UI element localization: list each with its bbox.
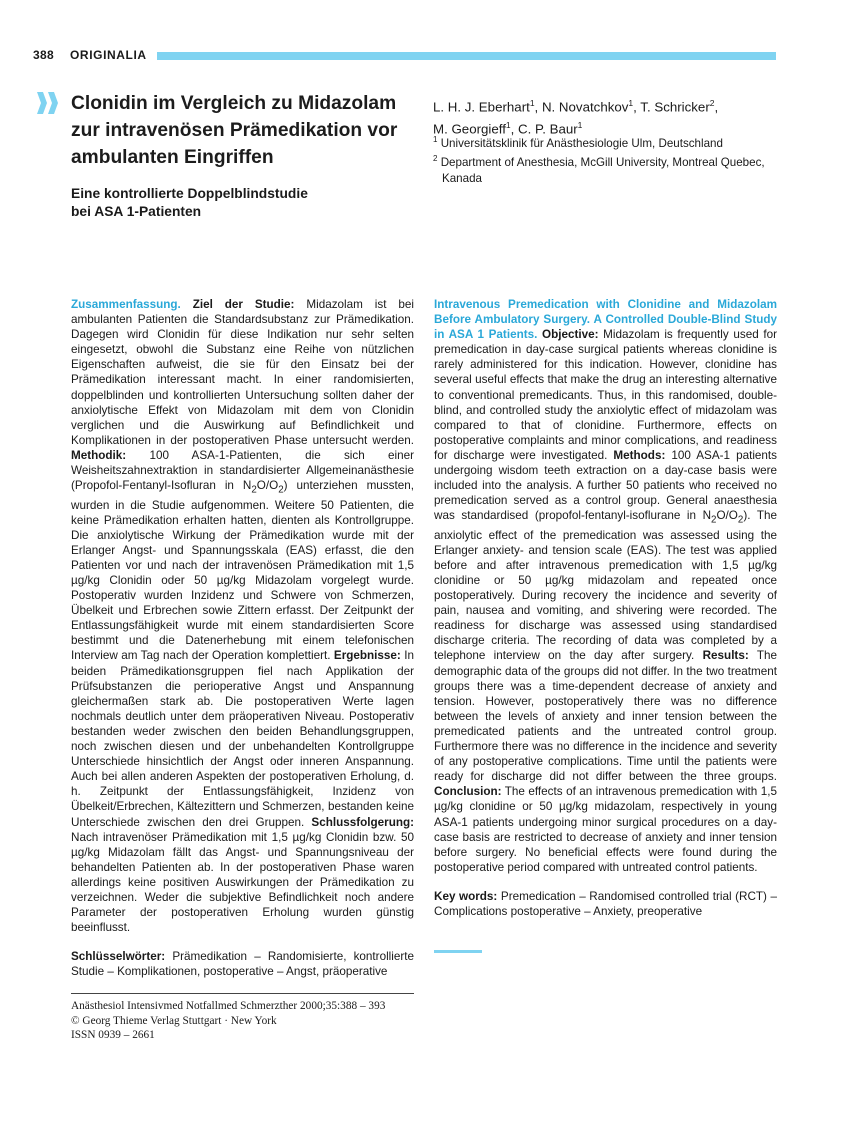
author-name: N. Novatchkov [541, 99, 629, 115]
methods-label: Methodik: [71, 448, 127, 462]
author-name: T. Schricker [640, 99, 710, 115]
methods-label: Methods: [613, 448, 666, 462]
affiliation-text: Department of Anesthesia, McGill University, Montreal Quebec, [440, 156, 765, 170]
author-line: L. H. J. Eberhart$^1$, N. Novatchkov$^1$, T. Schricker$^2$, [433, 98, 719, 115]
author-affil-ref: 1 [529, 98, 535, 108]
keywords-english [434, 889, 777, 919]
keywords-german [71, 949, 414, 979]
subscript: 2 [251, 484, 257, 496]
title-line: Clonidin im Vergleich zu Midazolam [71, 93, 397, 114]
page-number: 388 [33, 48, 54, 62]
objective-text: Midazolam is frequently used for premedication in day-case surgical patients whereas clonidine is rarely administered for this indication. However, clonidine has several useful effects that make the drug an interesting alternative to conventional premedicants. Thus, in this randomised, double-blind, and controlled study the anxiolytic effect of midazolam was compared to that of clonidine. Furthermore, effects on postoperative complaints and minor complications, and readiness for discharge were investigated. [434, 328, 778, 462]
author-line: M. Georgieff$^1$, C. P. Baur$^1$ [433, 120, 583, 137]
methods-text [434, 449, 777, 663]
affiliation-number: 1 [433, 135, 438, 144]
methods-text-part: 100 ASA-1-Patienten, die sich einer Weisheitszahnextraktion in standardisierter Allgemeinanästhesie (Propofol-Fentanyl-Isofluran in N [71, 448, 414, 493]
running-header [33, 46, 778, 66]
affiliation-text: Kanada [442, 171, 482, 185]
conclusion-label: Conclusion: [434, 785, 502, 799]
citation-line: Anästhesiol Intensivmed Notfallmed Schmerzther 2000;35:388 – 393 [71, 1000, 386, 1012]
keywords-text: Premedication – Randomised controlled trial (RCT) – Complications postoperative – Anxiety, preoperative [434, 889, 777, 918]
subtitle-line: Eine kontrollierte Doppelblindstudie [71, 186, 308, 201]
methods-text-part: ). The anxiolytic effect of the premedication was assessed using the Erlanger anxiety- and tension scale (EAS). The test was applied before and after intravenous premedication with 1,5 µg/kg clonidine or 50 µg/kg midazolam and repeated once postoperatively. During recovery the incidence and severity of pain, nausea and vomiting, and shivering were recorded. The readiness for discharge was assessed using standardised discharge criteria. The recording of data was completed by a telephone interview on the day after surgery. [434, 509, 777, 663]
author-affil-ref: 2 [709, 98, 715, 108]
methods-text [71, 449, 414, 663]
conclusion-text: Nach intravenöser Prämedikation mit 1,5 µg/kg Clonidin bzw. 50 µg/kg Midazolam fällt das Angst- und Spannungsniveau der behandelten Patienten ab. In der postoperativen Phase waren allerdings keine positiven Auswirkungen der Prämedikation zu verzeichnen. Weder die subjektive Befindlichkeit noch andere Parameter der postoperativen Erholung wurden günstig beeinflusst. [71, 830, 414, 935]
aim-label: Ziel der Studie: [192, 298, 295, 311]
copyright-line: © Georg Thieme Verlag Stuttgart · New York [71, 1014, 277, 1027]
author-name: M. Georgieff [433, 121, 506, 137]
accent-rule [434, 950, 482, 953]
author-affil-ref: 1 [577, 120, 583, 131]
title-line: zur intravenösen Prämedikation vor [71, 120, 398, 141]
abstract-english-body [434, 297, 777, 875]
footer-divider [71, 993, 414, 994]
author-affil-ref: 1 [505, 120, 511, 131]
issn-line: ISSN 0939 – 2661 [71, 1029, 155, 1041]
objective-label: Objective: [542, 328, 599, 342]
author-name: C. P. Baur [518, 121, 578, 137]
title-line: ambulanten Eingriffen [71, 147, 274, 168]
subscript: 2 [737, 514, 744, 526]
methods-text-part: 100 ASA-1 patients undergoing wisdom teeth extraction on a day-case basis were included into the analysis. A further 50 patients who received no premedication served as a control group. General anaesthesia was standardised (propofol-fentanyl-isoflurane in N [434, 448, 778, 523]
conclusion-label: Schlussfolgerung: [311, 815, 415, 829]
results-label: Ergebnisse: [333, 649, 401, 663]
article-title [71, 90, 431, 171]
conclusion-text: The effects of an intravenous premedication with 1,5 µg/kg clonidine or 50 µg/kg midazolam, respectively in young ASA-1 patients undergoing minor surgical procedures on a day-case basis are restricted to decrease of anxiety and inner tension before surgery. No beneficial effects were found during the postoperative period compared with untreated control patients. [434, 785, 778, 874]
affiliations [433, 132, 783, 186]
subscript: 2 [278, 484, 284, 496]
abstract-heading: Zusammenfassung. [71, 298, 181, 311]
results-label: Results: [702, 649, 749, 663]
subtitle-line: bei ASA 1-Patienten [71, 203, 202, 219]
citation-footer [71, 999, 431, 1043]
affiliation-number: 2 [433, 154, 438, 164]
section-label: ORIGINALIA [70, 48, 147, 62]
abstract-german [71, 297, 414, 979]
affiliation-row [433, 132, 783, 151]
results-text: The demographic data of the groups did not differ. In the two treatment groups there was a time-dependent decrease of anxiety and tension. However, postoperatively there was no difference between the levels of anxiety and inner tension between the premedicated patients and the untreated control group. Furthermore there was no difference in the incidence and severity of any postoperative complications. Time until the patients were ready for discharge did not differ between the three groups. [434, 649, 777, 784]
results-text: In beiden Prämedikationsgruppen fiel nach Applikation der Prüfsubstanzen die perioperative Angst und Anspannung gleichermaßen stark ab. Die postoperativen Werte lagen nochmals deutlich unter dem präoperativen Niveau. Postoperativ bestanden weder zwischen den beiden Behandlungsgruppen, noch zwischen diesen und der unbehandelten Kontrollgruppe Unterschiede hinsichtlich der Angst oder inneren Anspannung. Auch bei allen anderen Aspekten der postoperativen Erholung, d. h. Zeitpunkt der Entlassungsfähigkeit, Inzidenz von Übelkeit/Erbrechen, Kältezittern und Schmerzen, bestanden keine Unterschiede zwischen den drei Gruppen. [71, 649, 414, 829]
double-chevron-right-icon [36, 92, 60, 114]
abstract-english [434, 297, 777, 919]
author-name: L. H. J. Eberhart [433, 99, 530, 115]
methods-text-part: O/O [256, 479, 279, 493]
header-accent-bar [157, 52, 776, 60]
keywords-text: Prämedikation – Randomisierte, kontrollierte Studie – Komplikationen, postoperative – Angst, präoperative [71, 950, 414, 979]
aim-text: Midazolam ist bei ambulanten Patienten die Standardsubstanz zur Prämedikation. Dagegen wird Clonidin für diese Indikation nur sehr selten eingesetzt, obwohl die Substanz eine Reihe von nützlichen Eigenschaften aufweist, die sie für den Einsatz bei der Prämedikation interessant macht. In einer randomisierten, doppelblinden und kontrollierten Untersuchung sollten daher der anxiolytische Effekt von Midazolam mit dem von Clonidin verglichen und die Auswirkung auf Befindlichkeit und Komplikationen in der postoperativen Phase untersucht werden. [71, 298, 415, 447]
keywords-label: Schlüsselwörter: [71, 950, 166, 964]
keywords-label: Key words: [434, 889, 498, 903]
methods-text-part: ) unterziehen mussten, wurden in die Studie aufgenommen. Weitere 50 Patienten, die keine Prämedikation erhalten hatten, dienten als Kontrollgruppe. Die anxiolytische Wirkung der Prämedikation wurde mit der Erlanger Angst- und Spannungsskala (EAS) erfasst, die den Patienten vor und nach der intravenösen Prämedikation mit 1,5 µg/kg Clonidin oder 50 µg/kg Midazolam vorgelegt wurde. Postoperativ wurden Inzidenz und Schwere von Schmerzen, Übelkeit und Erbrechen sowie Zittern erfasst. Der Zeitpunkt der Entlassungsfähigkeit wurde mit einem standardisierten Score bestimmt und die Datenerhebung mit einem telefonischen Interview am Tag nach der Operation komplettiert. [71, 479, 414, 663]
author-affil-ref: 1 [628, 98, 634, 108]
methods-text-part: O/O [716, 509, 738, 523]
affiliation-row [433, 171, 783, 187]
affiliation-row [433, 151, 783, 170]
abstract-german-body [71, 297, 414, 935]
subscript: 2 [711, 514, 717, 526]
affiliation-text: Universitätsklinik für Anästhesiologie Ulm, Deutschland [440, 136, 723, 150]
article-subtitle [71, 185, 431, 220]
english-title: Intravenous Premedication with Clonidine and Midazolam Before Ambulatory Surgery. A Controlled Double-Blind Study in ASA 1 Patients. [434, 298, 777, 342]
